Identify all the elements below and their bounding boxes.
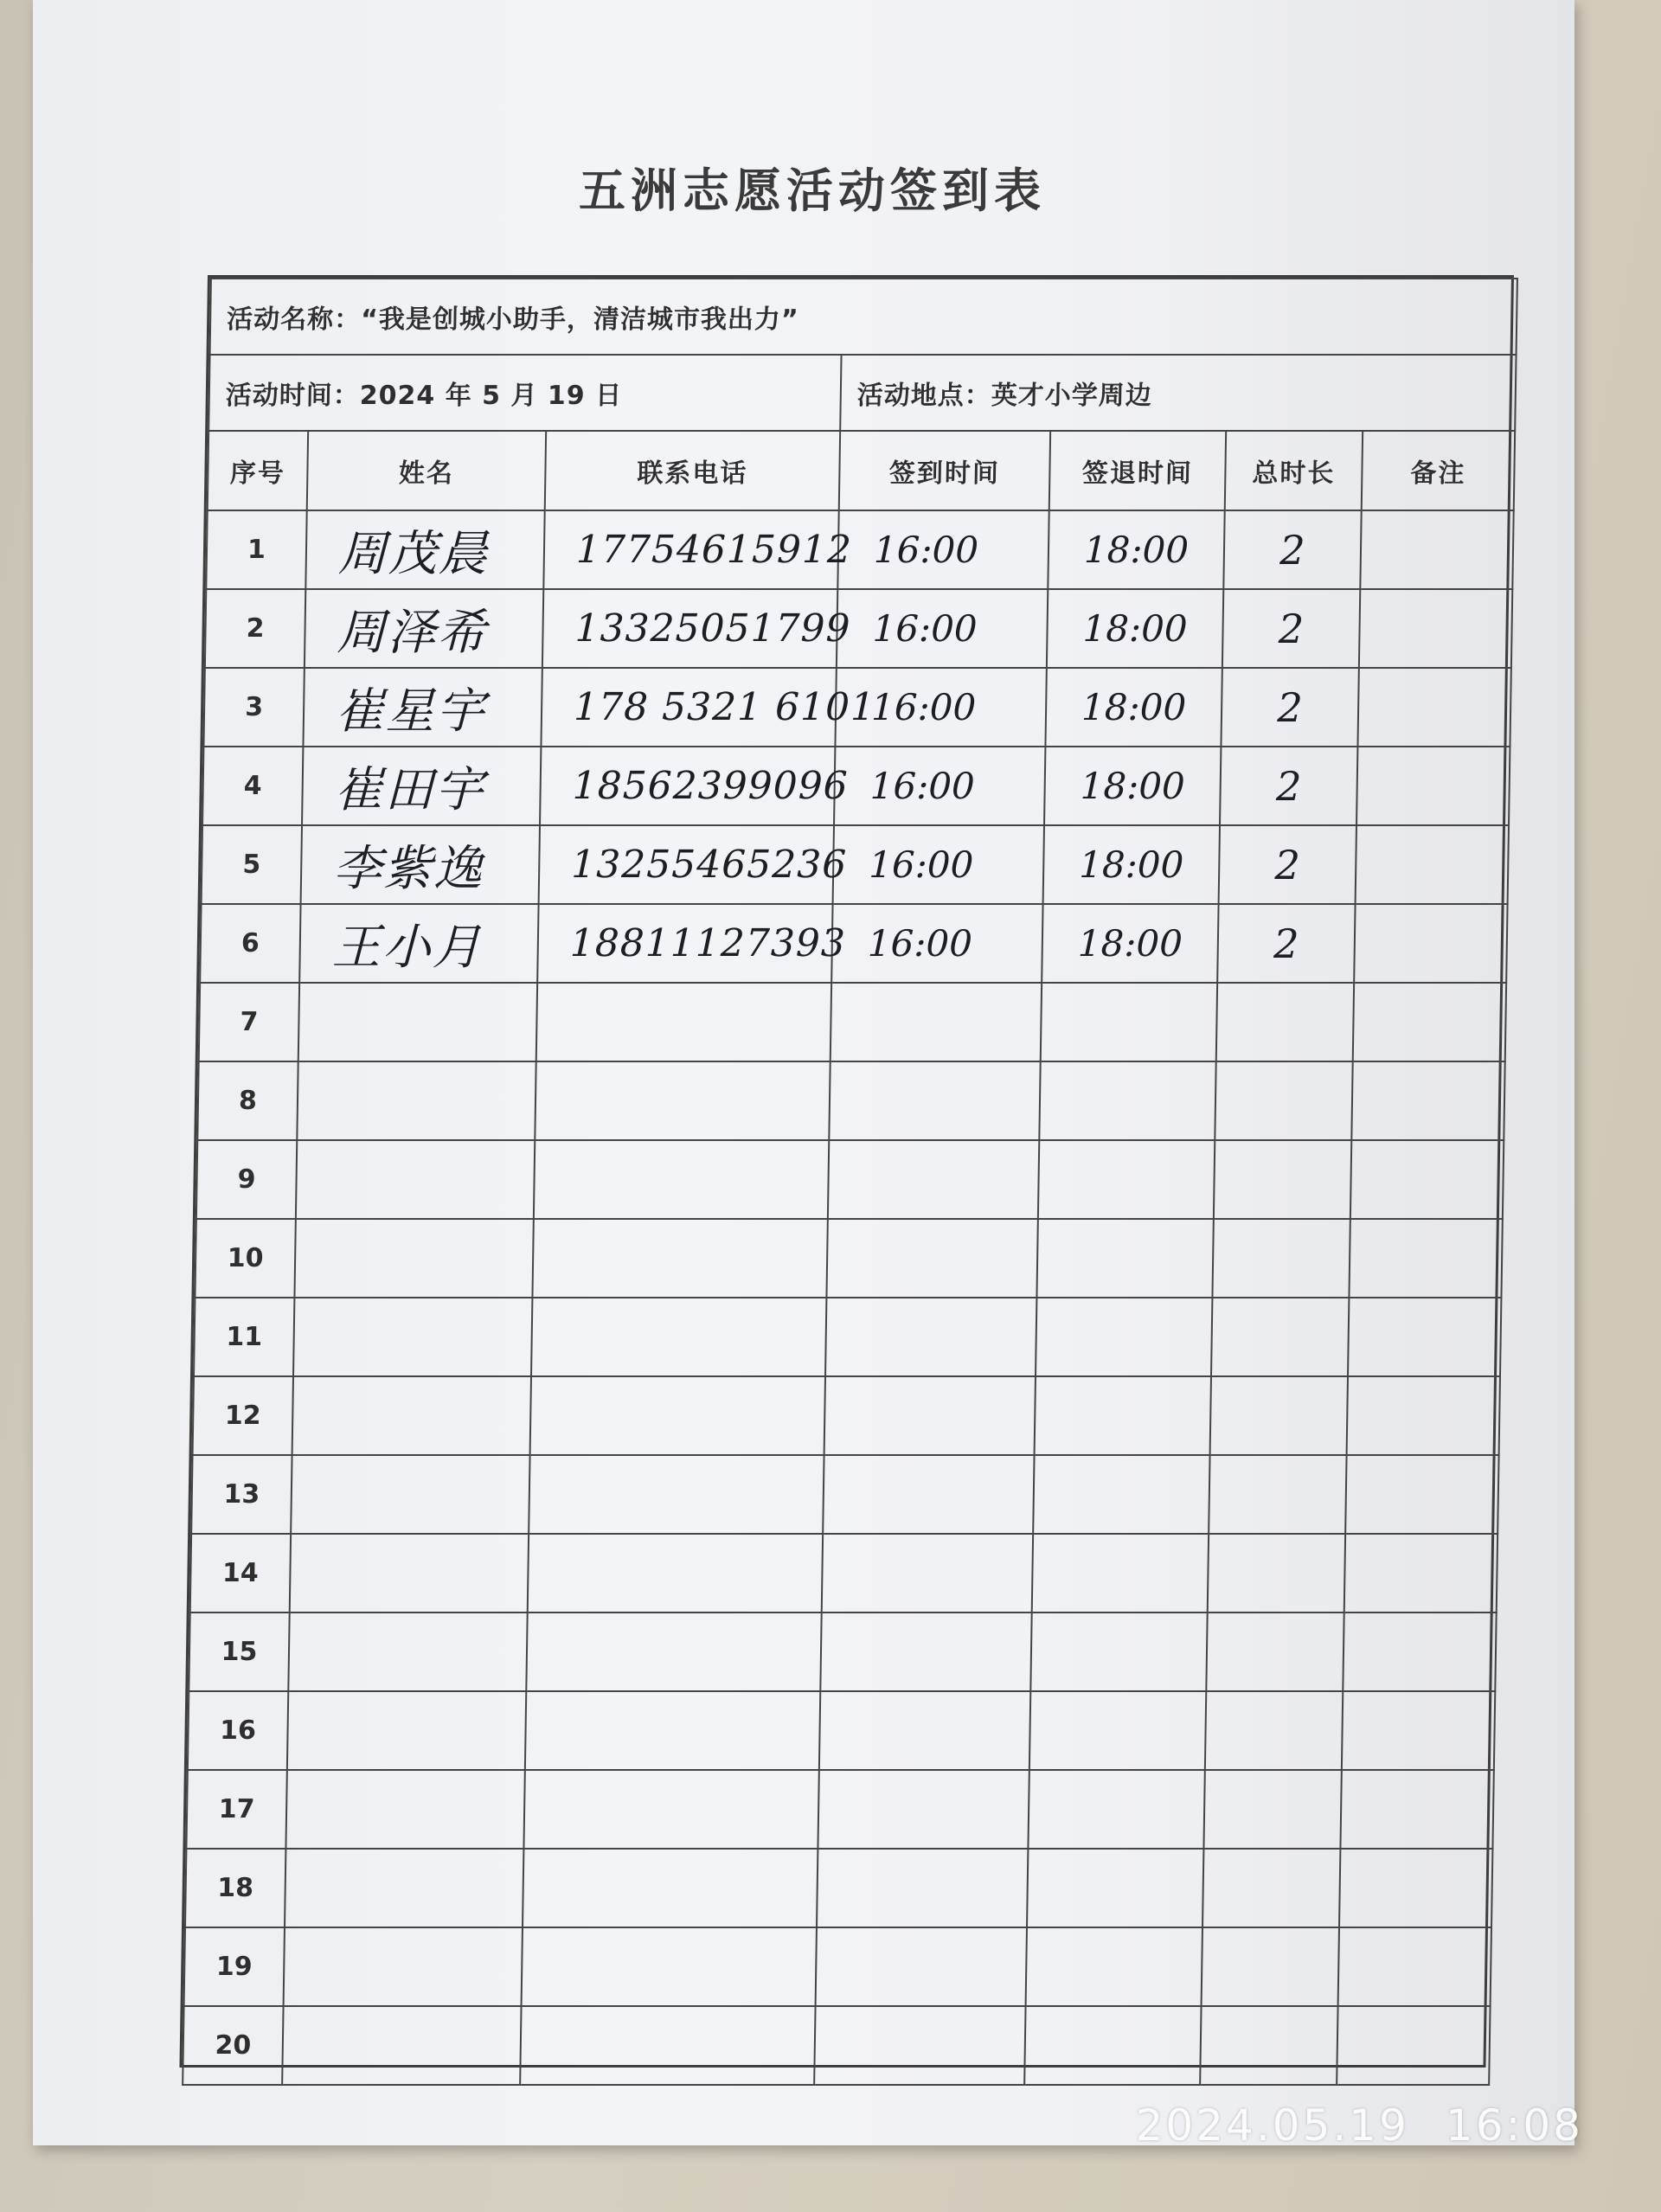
document-title: 五洲志愿活动签到表: [579, 163, 1046, 218]
table-row: [186, 1770, 1493, 1849]
note-cell: [1344, 1534, 1497, 1613]
note-cell: [1356, 747, 1510, 825]
signout-time-cell: 18:00: [1045, 668, 1222, 747]
table-row: [205, 589, 1512, 668]
signin-time-cell: [820, 1613, 1031, 1691]
row-number-cell: 9: [196, 1140, 297, 1219]
table-row: [184, 1927, 1491, 2006]
total-hours-cell: [1203, 1770, 1341, 1849]
total-hours-cell: [1216, 983, 1354, 1061]
note-cell: [1350, 1140, 1504, 1219]
participant-name-cell: [290, 1534, 529, 1613]
total-hours-cell: 2: [1222, 589, 1360, 668]
activity-time-label: 活动时间：: [225, 381, 361, 411]
signout-time-cell: [1038, 1140, 1215, 1219]
signout-time-cell: [1036, 1219, 1213, 1298]
participant-phone-cell: 17754615912: [543, 510, 838, 589]
signin-time-cell: 16:00: [837, 589, 1048, 668]
table-header-row: [208, 431, 1515, 510]
row-number-cell: 1: [206, 510, 306, 589]
signout-time-cell: [1039, 1061, 1215, 1140]
row-number-cell: 18: [185, 1849, 285, 1927]
header-signout-time: 签退时间: [1049, 431, 1226, 510]
row-number-cell: 17: [186, 1770, 286, 1849]
row-number-cell: 6: [200, 904, 300, 983]
row-number-cell: 3: [203, 668, 304, 747]
participant-name-cell: [298, 983, 537, 1061]
activity-place-cell: [840, 355, 1516, 431]
signout-time-cell: [1033, 1455, 1209, 1534]
participant-name-cell: [294, 1219, 533, 1298]
note-cell: [1356, 825, 1509, 904]
participant-name-cell: [285, 1770, 524, 1849]
row-number-cell: 8: [197, 1061, 298, 1140]
total-hours-cell: 2: [1223, 510, 1361, 589]
note-cell: [1338, 1927, 1491, 2006]
total-hours-cell: [1202, 1927, 1339, 2006]
row-number-cell: 7: [199, 983, 299, 1061]
participant-name-cell: 周茂晨: [305, 510, 544, 589]
participant-name-cell: [296, 1140, 535, 1219]
table-row: [200, 904, 1507, 983]
activity-time-value: 2024 年 5 月 19 日: [359, 381, 623, 411]
activity-name-cell: [210, 279, 1517, 355]
table-row: [202, 825, 1509, 904]
note-cell: [1339, 1849, 1492, 1927]
table-row: [194, 1298, 1501, 1376]
note-cell: [1351, 1061, 1504, 1140]
participant-phone-cell: [531, 1298, 826, 1376]
photo-time: 16:08: [1445, 2100, 1583, 2151]
signout-time-cell: 18:00: [1047, 589, 1223, 668]
row-number-cell: 19: [184, 1927, 285, 2006]
signin-time-cell: [814, 2006, 1025, 2085]
note-cell: [1353, 983, 1506, 1061]
table-row: [206, 510, 1513, 589]
participant-name-cell: 崔星宇: [303, 668, 542, 747]
note-cell: [1348, 1298, 1501, 1376]
participant-phone-cell: [532, 1219, 827, 1298]
row-number-cell: 20: [183, 2006, 283, 2085]
participant-name-cell: [291, 1455, 529, 1534]
signout-time-cell: [1029, 1691, 1206, 1770]
table-row: [195, 1219, 1502, 1298]
signin-time-cell: [826, 1219, 1037, 1298]
signin-time-cell: [819, 1691, 1030, 1770]
signin-table: [182, 278, 1518, 2086]
participant-phone-cell: [520, 2006, 815, 2085]
signout-time-cell: 18:00: [1043, 825, 1220, 904]
paper-sheet: [33, 0, 1574, 2145]
note-cell: [1340, 1770, 1493, 1849]
note-cell: [1347, 1376, 1500, 1455]
signin-time-cell: 16:00: [831, 904, 1042, 983]
participant-name-cell: [288, 1613, 527, 1691]
activity-place-label: 活动地点：: [856, 381, 992, 411]
note-cell: [1359, 589, 1512, 668]
participant-phone-cell: [530, 1376, 825, 1455]
participant-phone-cell: 13325051799: [542, 589, 837, 668]
total-hours-cell: 2: [1219, 825, 1356, 904]
note-cell: [1360, 510, 1513, 589]
signin-time-cell: 16:00: [835, 668, 1046, 747]
table-row: [202, 747, 1510, 825]
signout-time-cell: [1041, 983, 1217, 1061]
signin-table-frame: [179, 275, 1514, 2068]
participant-name-cell: [297, 1061, 535, 1140]
note-cell: [1337, 2006, 1490, 2085]
activity-name-label: 活动名称：: [226, 305, 362, 335]
table-row: [183, 2006, 1490, 2085]
signout-time-cell: [1028, 1770, 1204, 1849]
row-number-cell: 16: [188, 1691, 288, 1770]
note-cell: [1357, 668, 1510, 747]
note-cell: [1343, 1613, 1496, 1691]
table-row: [188, 1691, 1495, 1770]
participant-name-cell: [292, 1376, 531, 1455]
participant-phone-cell: 18562399096: [540, 747, 835, 825]
table-body: [183, 510, 1514, 2085]
table-row: [190, 1534, 1497, 1613]
note-cell: [1349, 1219, 1502, 1298]
participant-phone-cell: [535, 1061, 830, 1140]
signin-time-cell: 16:00: [837, 510, 1049, 589]
signin-time-cell: [825, 1298, 1036, 1376]
total-hours-cell: [1210, 1376, 1348, 1455]
participant-name-cell: 王小月: [299, 904, 538, 983]
participant-name-cell: 李紫逸: [301, 825, 540, 904]
total-hours-cell: [1212, 1219, 1350, 1298]
activity-place-value: 英才小学周边: [991, 381, 1153, 411]
signout-time-cell: [1030, 1613, 1207, 1691]
table-row: [189, 1613, 1496, 1691]
row-number-cell: 11: [194, 1298, 294, 1376]
signout-time-cell: [1032, 1534, 1209, 1613]
participant-name-cell: 崔田宇: [302, 747, 541, 825]
row-number-cell: 4: [202, 747, 303, 825]
total-hours-cell: 2: [1217, 904, 1355, 983]
participant-phone-cell: 13255465236: [539, 825, 834, 904]
participant-name-cell: [287, 1691, 526, 1770]
signin-time-cell: [823, 1455, 1034, 1534]
participant-phone-cell: [529, 1455, 824, 1534]
total-hours-cell: [1206, 1613, 1344, 1691]
header-name: 姓名: [307, 431, 546, 510]
total-hours-cell: [1205, 1691, 1343, 1770]
total-hours-cell: [1215, 1061, 1352, 1140]
signout-time-cell: [1035, 1376, 1211, 1455]
header-no: 序号: [208, 431, 308, 510]
participant-phone-cell: [525, 1691, 820, 1770]
table-row: [185, 1849, 1492, 1927]
table-row: [203, 668, 1510, 747]
participant-name-cell: [285, 1849, 523, 1927]
participant-name-cell: [293, 1298, 532, 1376]
signout-time-cell: 18:00: [1048, 510, 1224, 589]
total-hours-cell: 2: [1221, 668, 1358, 747]
total-hours-cell: [1214, 1140, 1351, 1219]
signin-time-cell: [822, 1534, 1033, 1613]
signin-time-cell: [824, 1376, 1036, 1455]
row-number-cell: 10: [195, 1219, 295, 1298]
signin-time-cell: 16:00: [833, 825, 1044, 904]
total-hours-cell: [1211, 1298, 1349, 1376]
total-hours-cell: 2: [1220, 747, 1357, 825]
photo-date: 2024.05.19: [1135, 2100, 1409, 2151]
signin-time-cell: 16:00: [834, 747, 1045, 825]
signout-time-cell: [1026, 1927, 1202, 2006]
row-number-cell: 13: [191, 1455, 292, 1534]
row-number-cell: 14: [190, 1534, 291, 1613]
row-number-cell: 12: [193, 1376, 293, 1455]
signout-time-cell: [1036, 1298, 1212, 1376]
signin-time-cell: [829, 1061, 1040, 1140]
table-row: [193, 1376, 1500, 1455]
activity-time-cell: [208, 355, 841, 431]
signin-time-cell: [817, 1849, 1028, 1927]
header-total-hours: 总时长: [1225, 431, 1363, 510]
header-note: 备注: [1362, 431, 1515, 510]
participant-phone-cell: [536, 983, 831, 1061]
participant-phone-cell: [526, 1613, 821, 1691]
participant-name-cell: [282, 2006, 521, 2085]
participant-phone-cell: [534, 1140, 829, 1219]
row-number-cell: 2: [205, 589, 305, 668]
header-phone: 联系电话: [545, 431, 840, 510]
total-hours-cell: [1200, 2006, 1337, 2085]
participant-name-cell: 周泽希: [305, 589, 543, 668]
signout-time-cell: [1027, 1849, 1203, 1927]
signin-time-cell: [828, 1140, 1039, 1219]
activity-name-value: “我是创城小助手，清洁城市我出力”: [360, 305, 799, 335]
signout-time-cell: 18:00: [1042, 904, 1218, 983]
table-row: [191, 1455, 1498, 1534]
activity-time-place-row: [208, 355, 1516, 431]
signin-time-cell: [816, 1927, 1027, 2006]
signout-time-cell: [1024, 2006, 1201, 2085]
note-cell: [1345, 1455, 1498, 1534]
note-cell: [1342, 1691, 1495, 1770]
table-row: [196, 1140, 1504, 1219]
signin-time-cell: [818, 1770, 1029, 1849]
photo-timestamp: [1136, 2100, 1583, 2151]
total-hours-cell: [1202, 1849, 1340, 1927]
participant-name-cell: [284, 1927, 523, 2006]
participant-phone-cell: [528, 1534, 823, 1613]
participant-phone-cell: [522, 1927, 817, 2006]
signout-time-cell: 18:00: [1044, 747, 1221, 825]
activity-name-row: [210, 279, 1517, 355]
participant-phone-cell: [523, 1770, 818, 1849]
row-number-cell: 15: [189, 1613, 289, 1691]
header-signin-time: 签到时间: [839, 431, 1050, 510]
note-cell: [1354, 904, 1507, 983]
participant-phone-cell: 178 5321 6101: [541, 668, 836, 747]
signin-time-cell: [830, 983, 1042, 1061]
total-hours-cell: [1209, 1455, 1346, 1534]
participant-phone-cell: 18811127393: [537, 904, 832, 983]
row-number-cell: 5: [202, 825, 302, 904]
total-hours-cell: [1208, 1534, 1345, 1613]
table-row: [199, 983, 1506, 1061]
participant-phone-cell: [523, 1849, 818, 1927]
table-row: [197, 1061, 1504, 1140]
